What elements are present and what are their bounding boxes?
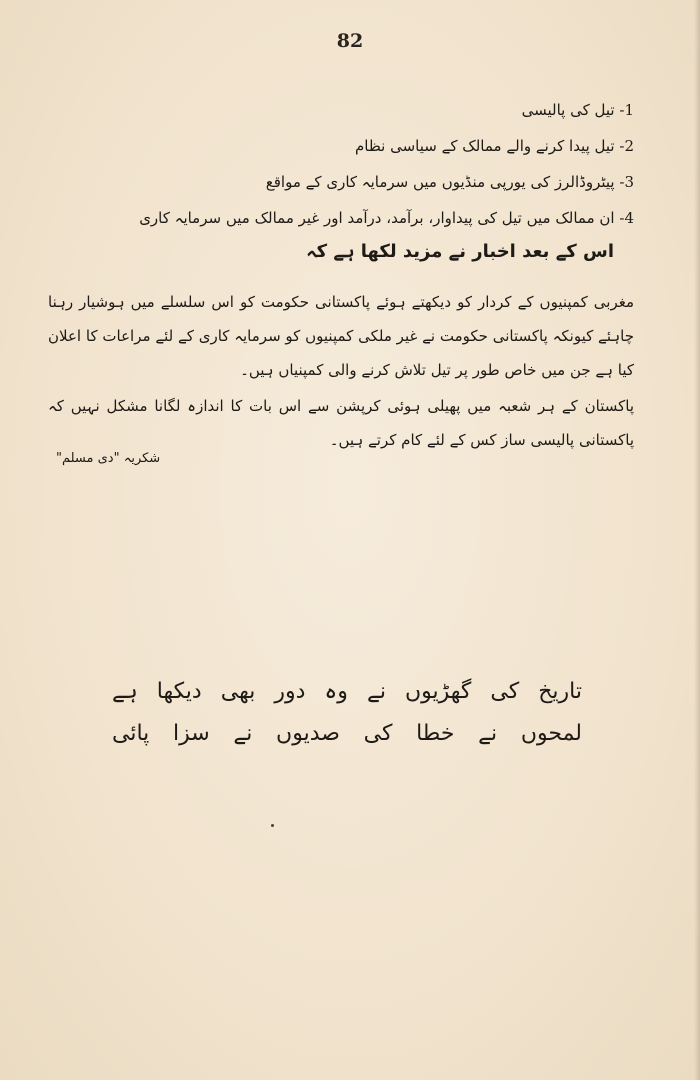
list-item	[114, 128, 634, 164]
verse-line-1: تاریخ کی گھڑیوں نے وہ دور بھی دیکھا ہے	[112, 679, 582, 704]
list-item-text: تیل کی پالیسی	[521, 101, 615, 119]
section-heading: اس کے بعد اخبار نے مزید لکھا ہے کہ	[306, 241, 614, 262]
verse-line-2: لمحوں نے خطا کی صدیوں نے سزا پائی	[112, 721, 582, 746]
list-item-number: 3-	[619, 173, 634, 191]
list-item-number: 4-	[619, 209, 634, 227]
list-item-text: تیل پیدا کرنے والے ممالک کے سیاسی نظام	[354, 137, 615, 155]
list-item-number: 2-	[619, 137, 634, 155]
topic-list	[114, 92, 634, 236]
list-item	[114, 164, 634, 200]
list-item-number: 1-	[619, 101, 634, 119]
page-edge-shadow	[694, 0, 700, 1080]
list-item	[114, 200, 634, 236]
source-credit: شکریہ "دی مسلم"	[56, 451, 161, 466]
paragraph-western-companies: مغربی کمپنیوں کے کردار کو دیکھتے ہوئے پاکستانی حکومت کو اس سلسلے میں ہوشیار رہنا چاہئے کیونکہ پاکستانی حکومت نے غیر ملکی کمپنیوں کو سرمایہ کاری کے لئے مراعات کا اعلان کیا ہے جن میں خاص طور پر تیل تلاش کرنے والی کمپنیاں ہیں۔	[48, 293, 634, 379]
list-item-text: پیٹروڈالرز کی یورپی منڈیوں میں سرمایہ کاری کے مواقع	[265, 173, 615, 191]
paragraph-corruption: پاکستان کے ہر شعبہ میں پھیلی ہوئی کرپشن سے اس بات کا اندازہ لگانا مشکل نہیں کہ پاکستانی پالیسی ساز کس کے لئے کام کرتے ہیں۔	[48, 397, 634, 449]
ink-speck	[271, 824, 274, 827]
list-item-text: ان ممالک میں تیل کی پیداوار، برآمد، درآمد اور غیر ممالک میں سرمایہ کاری	[139, 209, 615, 227]
page-number: 82	[336, 30, 364, 52]
list-item	[114, 92, 634, 128]
